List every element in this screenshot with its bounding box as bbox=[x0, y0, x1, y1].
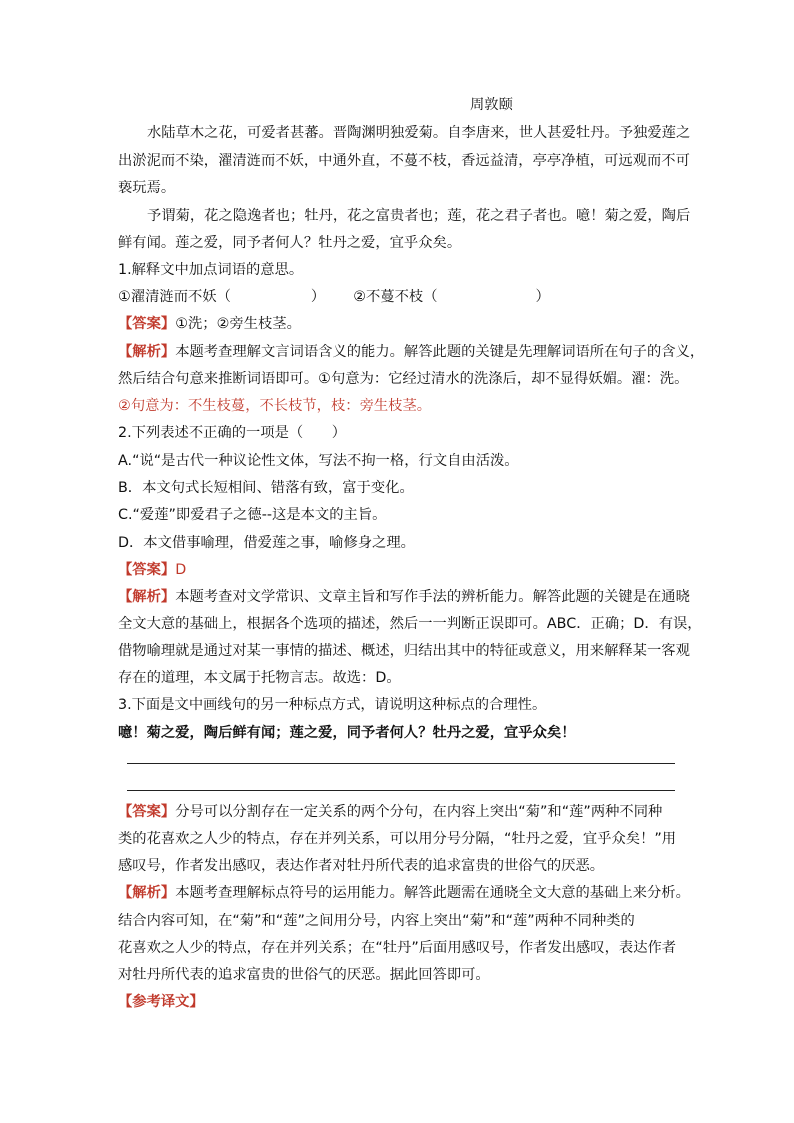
q1-item-2: ②不蔓不枝（ bbox=[353, 289, 438, 305]
q1-item-1: ①濯清涟而不妖（ bbox=[118, 289, 231, 305]
answer-line bbox=[127, 790, 675, 791]
passage-line: 鲜有闻。莲之爱，同予者何人？牡丹之爱，宜乎众矣。 bbox=[118, 235, 462, 251]
author-name: 周敦颐 bbox=[470, 97, 513, 113]
q1-item-1-close: ） bbox=[310, 289, 326, 305]
analysis-tag: 【解析】 bbox=[118, 589, 176, 605]
option-c: C.“爱莲”即爱君子之德--这是本文的主旨。 bbox=[118, 507, 387, 523]
question-2-stem: 2.下列表述不正确的一项是（ ） bbox=[118, 425, 347, 441]
option-a: A.“说“是古代一种议论性文体，写法不拘一格，行文自由活泼。 bbox=[118, 453, 519, 469]
answer-line bbox=[127, 763, 675, 764]
passage-line: 亵玩焉。 bbox=[118, 180, 176, 196]
question-3-answer bbox=[118, 802, 662, 822]
analysis-line: 存在的道理，本文属于托物言志。故选：D。 bbox=[118, 670, 401, 686]
answer-text: 分号可以分割存在一定关系的两个分句，在内容上突出“菊”和“莲”两种不同种 bbox=[175, 804, 663, 820]
question-3-quote: 噫！菊之爱，陶后鲜有闻；莲之爱，同予者何人？牡丹之爱，宜乎众矣！ bbox=[118, 725, 576, 741]
option-d: D．本文借事喻理，借爱莲之事，喻修身之理。 bbox=[118, 535, 415, 551]
analysis-line: 借物喻理就是通过对某一事情的描述、概述，归结出其中的特征或意义，用来解释某一客观 bbox=[118, 643, 690, 659]
analysis-tag: 【解析】 bbox=[118, 885, 176, 901]
answer-tag: 【答案】 bbox=[118, 562, 176, 578]
translation-heading: 【参考译文】 bbox=[118, 994, 204, 1010]
question-1-analysis bbox=[118, 342, 704, 362]
question-3-stem: 3.下面是文中画线句的另一种标点方式，请说明这种标点的合理性。 bbox=[118, 697, 547, 713]
question-1-stem: 1.解释文中加点词语的意思。 bbox=[118, 262, 304, 278]
analysis-text: 本题考查理解文言词语含义的能力。解答此题的关键是先理解词语所在句子的含义， bbox=[175, 344, 705, 360]
analysis-line: 对牡丹所代表的追求富贵的世俗气的厌恶。据此回答即可。 bbox=[118, 967, 490, 983]
analysis-text: 本题考查理解标点符号的运用能力。解答此题需在通晓全文大意的基础上来分析。 bbox=[175, 885, 690, 901]
question-2-analysis bbox=[118, 587, 690, 607]
answer-line-text: 类的花喜欢之人少的特点，存在并列关系，可以用分号分隔，“牡丹之爱，宜乎众矣！”用 bbox=[118, 831, 677, 847]
question-1-items bbox=[118, 287, 550, 307]
passage-line: 出淤泥而不染，濯清涟而不妖，中通外直，不蔓不枝，香远益清，亭亭净植，可远观而不可 bbox=[118, 153, 690, 169]
q1-item-2-close: ） bbox=[535, 289, 550, 305]
question-3-analysis bbox=[118, 883, 690, 903]
analysis-line: 然后结合句意来推断词语即可。①句意为：它经过清水的洗涤后，却不显得妖媚。濯：洗。 bbox=[118, 371, 689, 387]
analysis-text: 本题考查对文学常识、文章主旨和写作手法的辨析能力。解答此题的关键是在通晓 bbox=[175, 589, 690, 605]
answer-text: ①洗；②旁生枝茎。 bbox=[175, 316, 301, 332]
passage-line: 予谓菊，花之隐逸者也；牡丹，花之富贵者也；莲，花之君子者也。噫！菊之爱，陶后 bbox=[147, 208, 691, 224]
option-b: B．本文句式长短相间、错落有致，富于变化。 bbox=[118, 480, 414, 496]
analysis-line: ②句意为：不生枝蔓，不长枝节，枝：旁生枝茎。 bbox=[118, 398, 432, 414]
answer-line-text: 感叹号，作者发出感叹，表达作者对牡丹所代表的追求富贵的世俗气的厌恶。 bbox=[118, 858, 605, 874]
analysis-line: 花喜欢之人少的特点，存在并列关系；在“牡丹”后面用感叹号，作者发出感叹，表达作者 bbox=[118, 940, 677, 956]
question-1-answer bbox=[118, 314, 301, 334]
analysis-line: 结合内容可知，在“菊”和“莲”之间用分号，内容上突出“菊”和“莲”两种不同种类的 bbox=[118, 913, 635, 929]
analysis-tag: 【解析】 bbox=[118, 344, 176, 360]
answer-text: D bbox=[175, 562, 187, 578]
question-2-answer bbox=[118, 560, 186, 580]
passage-line: 水陆草木之花，可爱者甚蕃。晋陶渊明独爱菊。自李唐来，世人甚爱牡丹。予独爱莲之 bbox=[147, 125, 691, 141]
answer-tag: 【答案】 bbox=[118, 316, 176, 332]
analysis-line: 全文大意的基础上，根据各个选项的描述，然后一一判断正误即可。ABC．正确；D．有误， bbox=[118, 616, 702, 632]
answer-tag: 【答案】 bbox=[118, 804, 176, 820]
